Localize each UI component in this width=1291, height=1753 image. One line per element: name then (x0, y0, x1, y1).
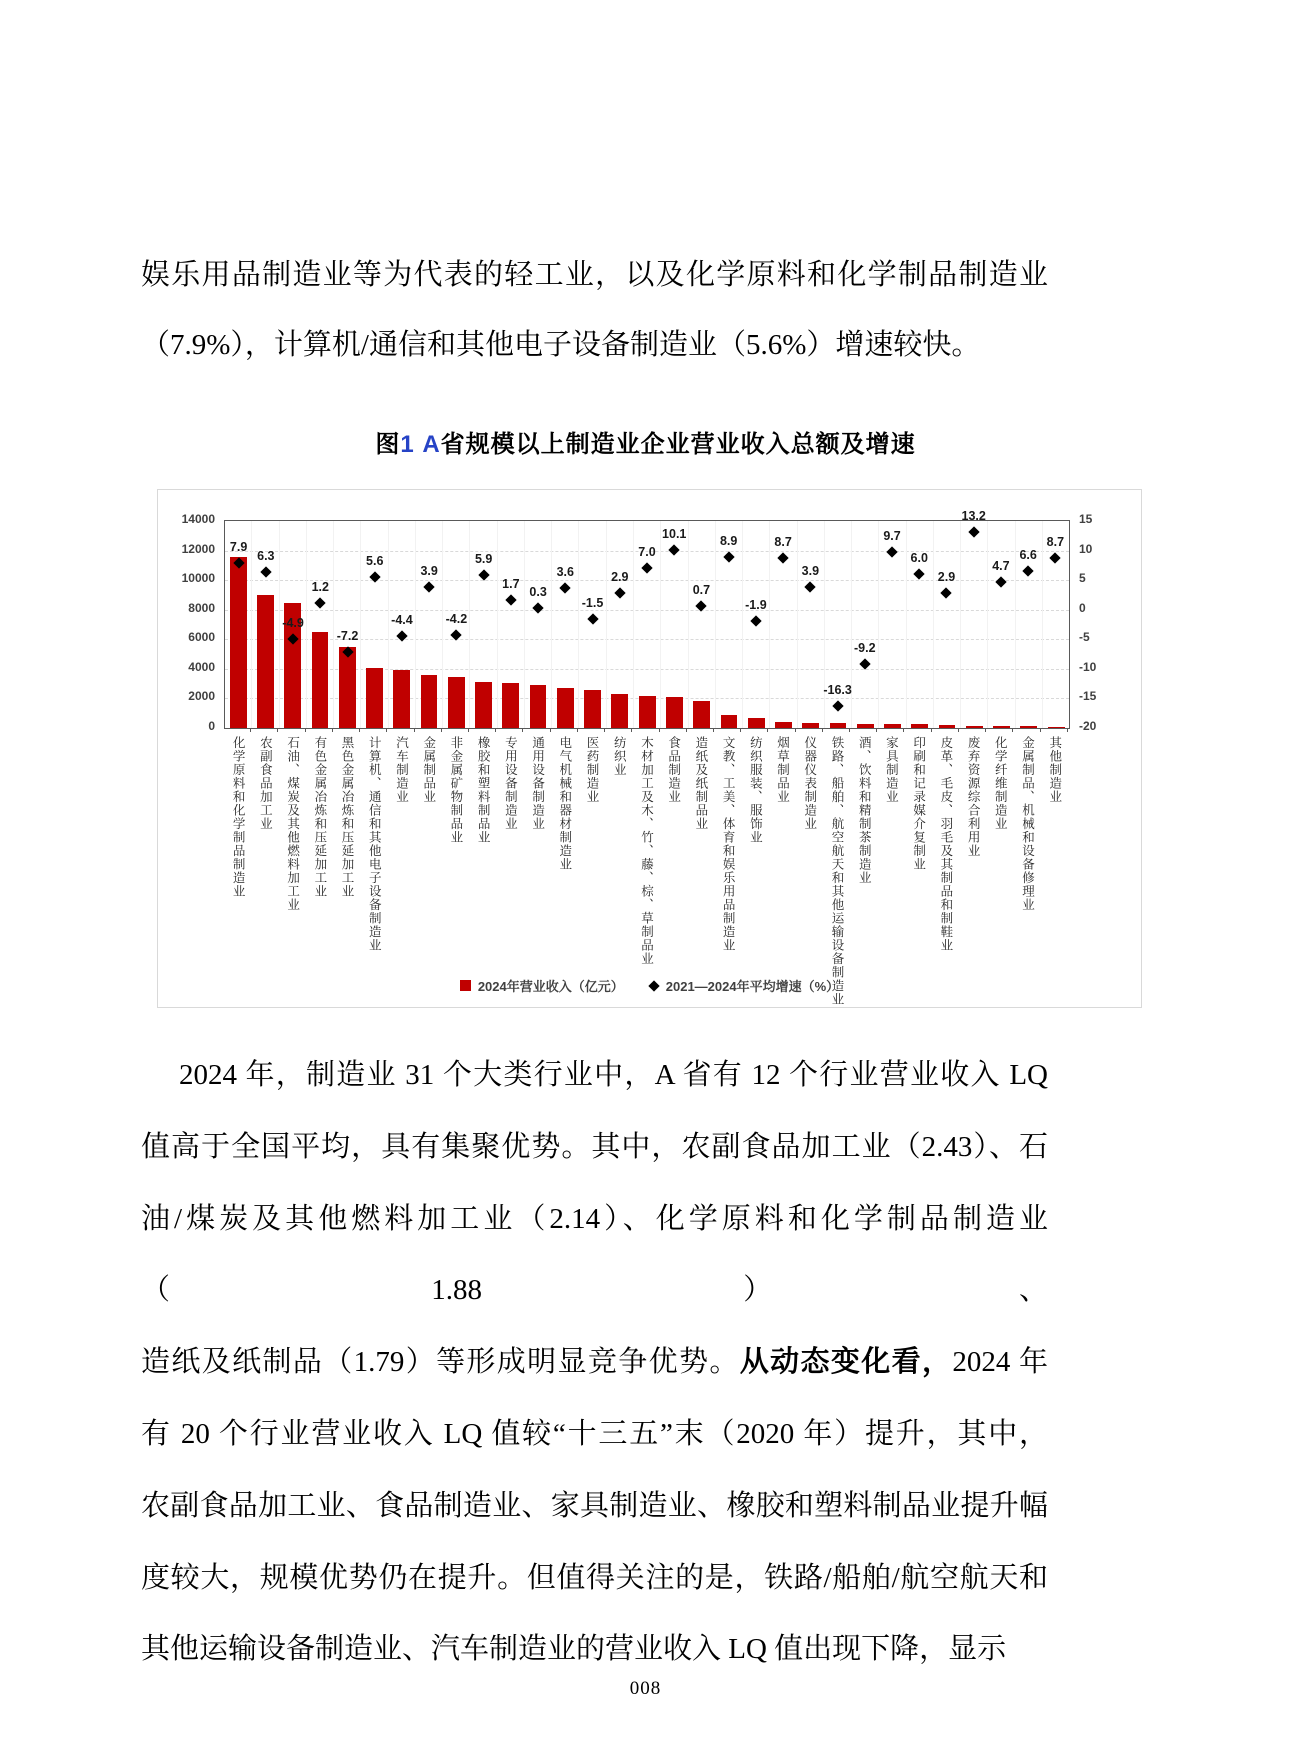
bar (448, 677, 465, 728)
category-cell (850, 736, 877, 885)
category-label: 化学原料和化学制品制造业 (231, 736, 246, 898)
x-axis-tick (333, 728, 360, 732)
bar (312, 632, 329, 728)
value-label: 1.7 (502, 576, 520, 591)
intro-line: （7.9%），计算机/通信和其他电子设备制造业（5.6%）增速较快。 (141, 329, 981, 361)
body-line: 油/煤炭及其他燃料加工业（2.14）、化学原料和化学制品制造业（1.88）、 (141, 1202, 1048, 1307)
bar (421, 675, 438, 728)
x-axis-tick (251, 728, 278, 732)
left-axis-tick: 6000 (188, 630, 215, 645)
value-label: -4.4 (391, 612, 413, 627)
category-cell (768, 736, 795, 804)
category-cell (415, 736, 442, 804)
body-paragraph (141, 1040, 1048, 1686)
category-cell (714, 736, 741, 952)
category-label: 电气机械和器材制造业 (557, 736, 572, 871)
left-axis-tick: 4000 (188, 659, 215, 674)
category-cell (469, 736, 496, 844)
category-cell (442, 736, 469, 844)
category-label: 食品制造业 (666, 736, 681, 804)
x-axis-tick (1041, 728, 1068, 732)
value-label: 5.9 (474, 551, 493, 566)
value-label: -4.9 (282, 615, 304, 630)
value-label: 13.2 (961, 508, 986, 523)
category-labels (224, 736, 1068, 1006)
x-axis-tick (469, 728, 496, 732)
x-axis-tick (278, 728, 305, 732)
bar (230, 557, 247, 729)
x-axis-tick (496, 728, 523, 732)
chart-figure (157, 489, 1142, 1008)
category-cell (306, 736, 333, 898)
category-cell (877, 736, 904, 804)
x-axis-tick (904, 728, 931, 732)
value-label: 7.9 (229, 539, 248, 554)
category-cell (1013, 736, 1040, 912)
value-label: 3.9 (420, 563, 438, 578)
category-cell (523, 736, 550, 831)
category-label: 计算机、通信和其他电子设备制造业 (367, 736, 382, 952)
body-line-post: 2024 年 (952, 1346, 1048, 1379)
value-label: 8.9 (719, 534, 738, 549)
left-axis-tick: 12000 (181, 541, 215, 556)
bar (693, 701, 710, 728)
value-label: -4.2 (445, 611, 468, 626)
value-label: 0.3 (529, 584, 547, 599)
body-line: 有 20 个行业营业收入 LQ 值较“十三五”末（2020 年）提升，其中， (141, 1417, 1048, 1450)
category-label: 纺织服装、服饰业 (748, 736, 763, 844)
category-label: 废弃资源综合利用业 (966, 736, 981, 858)
category-label: 化学纤维制造业 (993, 736, 1008, 831)
x-axis-tick (605, 728, 632, 732)
category-label: 金属制品、机械和设备修理业 (1020, 736, 1035, 912)
bar-column (961, 521, 988, 728)
intro-line: 娱乐用品制造业等为代表的轻工业，以及化学原料和化学制品制造业 (141, 259, 1048, 291)
right-axis-tick: 5 (1079, 571, 1086, 586)
value-label: 6.6 (1019, 547, 1037, 562)
left-axis-tick: 0 (208, 719, 215, 733)
bar-column (552, 521, 579, 728)
x-axis-tick (360, 728, 387, 732)
body-line: 2024 年，制造业 31 个大类行业中，A 省有 12 个行业营业收入 LQ (179, 1059, 1048, 1091)
left-axis-tick: 10000 (181, 571, 215, 586)
bar (530, 685, 547, 728)
right-axis-tick: -10 (1079, 659, 1097, 674)
bar (475, 682, 492, 728)
body-line-bold: 从动态变化看， (739, 1346, 953, 1379)
x-axis-tick (850, 728, 877, 732)
right-axis-tick: 15 (1079, 512, 1093, 526)
category-cell (278, 736, 305, 912)
x-axis-tick (714, 728, 741, 732)
body-line: 度较大，规模优势仍在提升。但值得关注的是，铁路/船舶/航空航天和 (141, 1561, 1048, 1594)
bar (584, 690, 601, 728)
x-axis-tick (442, 728, 469, 732)
body-line: 值高于全国平均，具有集聚优势。其中，农副食品加工业（2.43）、石 (141, 1130, 1048, 1163)
category-cell (986, 736, 1013, 831)
value-label: 2.9 (937, 569, 956, 584)
category-cell (796, 736, 823, 831)
value-label: 6.0 (910, 551, 928, 566)
category-cell (741, 736, 768, 844)
category-cell (551, 736, 578, 871)
category-label: 金属制品业 (421, 736, 436, 804)
category-cell (251, 736, 278, 831)
category-label: 橡胶和塑料制品业 (476, 736, 491, 844)
body-line (141, 1327, 1048, 1399)
bar (721, 715, 738, 728)
body-line-pre: 造纸及纸制品（1.79）等形成明显竞争优势。 (141, 1346, 740, 1379)
value-label: 0.7 (692, 582, 711, 597)
body-line: 其他运输设备制造业、汽车制造业的营业收入 LQ 值出现下降，显示 (141, 1633, 1007, 1666)
value-label: 8.7 (1046, 535, 1065, 550)
category-cell (632, 736, 659, 966)
x-axis-tick (877, 728, 904, 732)
x-axis-tick (523, 728, 550, 732)
category-label: 造纸及纸制品业 (693, 736, 708, 831)
x-axis-tick (741, 728, 768, 732)
value-label: 5.6 (366, 553, 384, 568)
value-label: 7.0 (638, 545, 656, 560)
x-axis-tick (986, 728, 1013, 732)
value-label: 9.7 (883, 529, 901, 544)
category-label: 汽车制造业 (394, 736, 409, 804)
bar (393, 670, 410, 728)
category-label: 通用设备制造业 (530, 736, 545, 831)
category-cell (605, 736, 632, 777)
category-label: 非金属矿物制品业 (448, 736, 463, 844)
right-axis-tick: 0 (1079, 600, 1086, 615)
value-label: -7.2 (336, 629, 359, 644)
value-label: -1.5 (581, 595, 604, 610)
bar (748, 718, 765, 728)
category-cell (823, 736, 850, 1006)
category-cell (496, 736, 523, 831)
right-axis-tick: 10 (1079, 541, 1093, 556)
x-axis-tick (768, 728, 795, 732)
plot-area (224, 508, 1070, 729)
category-label: 铁路、船舶、航空航天和其他运输设备制造业 (829, 736, 844, 1006)
category-cell (578, 736, 605, 804)
x-axis-tick (660, 728, 687, 732)
category-label: 石油、煤炭及其他燃料加工业 (285, 736, 300, 912)
category-cell (932, 736, 959, 952)
category-cell (904, 736, 931, 871)
x-axis-tick (387, 728, 414, 732)
x-axis-tick (578, 728, 605, 732)
value-label: -1.9 (745, 597, 767, 612)
x-axis-ticks (224, 728, 1068, 732)
x-axis-tick (687, 728, 714, 732)
category-label: 纺织业 (612, 736, 627, 777)
bar (639, 696, 656, 728)
category-label: 文教、工美、体育和娱乐用品制造业 (721, 736, 736, 952)
category-label: 农副食品加工业 (258, 736, 273, 831)
legend-label-revenue: 2024年营业收入（亿元） (477, 979, 624, 994)
bar (611, 694, 628, 728)
figure-title-prefix: 图 (375, 431, 401, 458)
value-label: 2.9 (611, 569, 629, 584)
category-label: 木材加工及木、竹、藤、棕、草制品业 (639, 736, 654, 966)
category-cell (387, 736, 414, 804)
x-axis-tick (932, 728, 959, 732)
category-label: 酒、饮料和精制茶制造业 (857, 736, 872, 885)
category-label: 有色金属冶炼和压延加工业 (312, 736, 327, 898)
category-label: 医药制造业 (585, 736, 600, 804)
legend-label-growth: 2021—2024年平均增速（%） (665, 979, 840, 994)
right-axis-tick: -15 (1079, 689, 1097, 704)
bar (366, 668, 383, 728)
category-cell (687, 736, 714, 831)
value-label: 1.2 (311, 579, 329, 594)
value-label: 3.9 (801, 563, 820, 578)
right-axis-tick: -5 (1079, 630, 1090, 645)
x-axis-tick (306, 728, 333, 732)
bar-column (525, 521, 552, 728)
page-number: 008 (629, 1678, 662, 1699)
category-label: 仪器仪表制造业 (802, 736, 817, 831)
category-label: 黑色金属冶炼和压延加工业 (340, 736, 355, 898)
category-cell (660, 736, 687, 804)
x-axis-tick (823, 728, 850, 732)
figure-title (0, 424, 1291, 459)
x-axis-tick (415, 728, 442, 732)
left-axis-tick: 8000 (188, 600, 215, 615)
x-axis-tick (1013, 728, 1040, 732)
x-axis-tick (551, 728, 578, 732)
category-label: 皮革、毛皮、羽毛及其制品和制鞋业 (938, 736, 953, 952)
x-axis-tick (796, 728, 823, 732)
category-cell (1041, 736, 1068, 804)
value-label: 10.1 (662, 526, 687, 541)
left-axis-tick: 14000 (181, 512, 215, 526)
value-label: -16.3 (823, 683, 852, 698)
value-label: 6.3 (257, 549, 275, 564)
value-label: 4.7 (992, 558, 1010, 573)
bar (557, 688, 574, 728)
value-label: -9.2 (854, 641, 876, 656)
x-axis-tick (959, 728, 986, 732)
x-axis-tick (224, 728, 251, 732)
intro-paragraph (141, 240, 1048, 380)
body-line: 农副食品加工业、食品制造业、家具制造业、橡胶和塑料制品业提升幅 (141, 1489, 1048, 1522)
category-label: 印刷和记录媒介复制业 (911, 736, 926, 871)
bar (339, 647, 356, 728)
figure-title-text: 省规模以上制造业企业营业收入总额及增速 (440, 431, 916, 458)
category-cell (360, 736, 387, 952)
figure-title-number: 1 A (400, 431, 441, 458)
bar-column (770, 521, 797, 728)
bar (502, 683, 519, 728)
category-label: 家具制造业 (884, 736, 899, 804)
left-axis-tick: 2000 (188, 689, 215, 704)
category-label: 专用设备制造业 (503, 736, 518, 831)
category-cell (959, 736, 986, 858)
bar-column (689, 521, 716, 728)
bar (666, 697, 683, 728)
right-axis-tick: -20 (1079, 719, 1097, 733)
category-cell (333, 736, 360, 898)
x-axis-tick (632, 728, 659, 732)
category-label: 其他制造业 (1047, 736, 1062, 804)
category-label: 烟草制品业 (775, 736, 790, 804)
category-cell (224, 736, 251, 898)
value-label: 3.6 (556, 565, 574, 580)
bar-column (334, 521, 361, 728)
value-label: 8.7 (774, 535, 792, 550)
